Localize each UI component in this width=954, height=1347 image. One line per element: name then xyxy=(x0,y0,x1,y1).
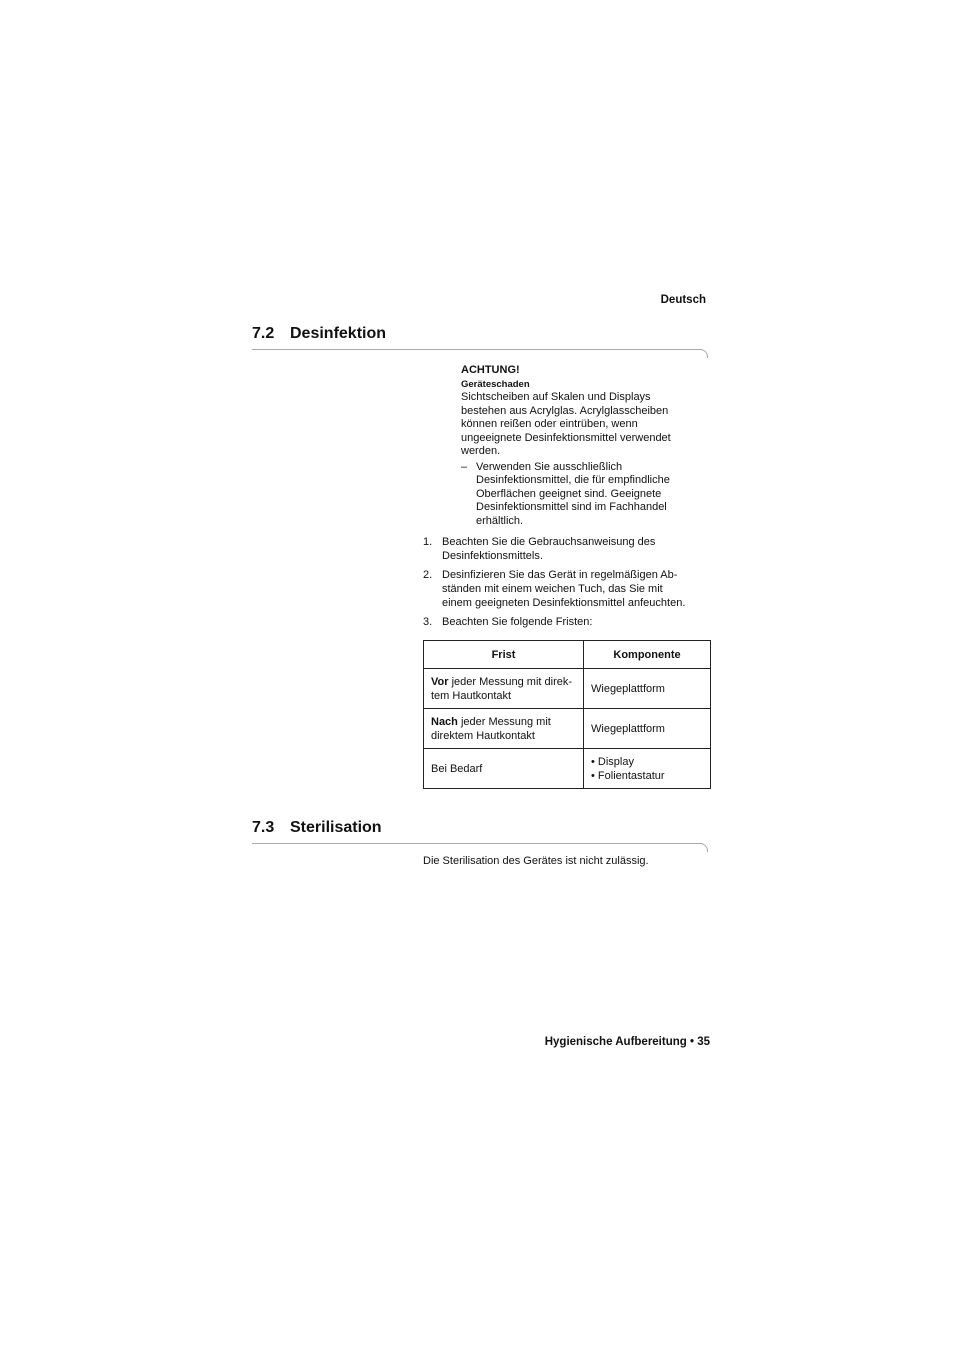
step-line: Beachten Sie folgende Fristen: xyxy=(442,616,593,628)
instruction-line: erhältlich. xyxy=(476,514,524,527)
instruction-line: Oberflächen geeignet sind. Geeignete xyxy=(476,487,662,500)
sterilisation-text: Die Sterilisation des Gerätes ist nicht zulässig. xyxy=(423,855,649,867)
section-number: 7.3 xyxy=(252,819,275,836)
komponente-list-item: • Folientastatur xyxy=(591,769,665,782)
step-line: Desinfektionsmittels. xyxy=(442,550,543,562)
section-7-2-heading xyxy=(252,325,386,343)
table-header-row xyxy=(424,641,711,669)
step-line: einem geeigneten Desinfektionsmittel anfeuchten. xyxy=(442,597,686,609)
warning-line: ungeeignete Desinfektionsmittel verwendet xyxy=(461,431,671,444)
frist-text: jeder Messung mit direk- xyxy=(448,675,573,688)
frist-text: direktem Hautkontakt xyxy=(431,729,535,742)
warning-subtitle: Geräteschaden xyxy=(461,378,530,390)
frist-bold: Nach xyxy=(431,715,458,728)
schedule-table xyxy=(423,640,711,789)
section-rule-curve xyxy=(699,843,708,852)
section-7-3-heading xyxy=(252,819,382,837)
warning-line: bestehen aus Acrylglas. Acrylglasscheiben xyxy=(461,404,669,417)
table-header-frist: Frist xyxy=(424,641,584,669)
komponente-list xyxy=(591,755,704,783)
table-row xyxy=(424,669,711,709)
step-number: 3. xyxy=(423,616,433,628)
step-item xyxy=(423,535,708,563)
warning-text xyxy=(461,391,701,459)
komponente-list-item: • Display xyxy=(591,755,634,768)
instruction-line: Desinfektionsmittel sind im Fachhandel xyxy=(476,501,667,513)
frist-text: jeder Messung mit xyxy=(457,715,551,728)
step-item xyxy=(423,615,708,629)
warning-instruction xyxy=(461,461,701,529)
step-number: 1. xyxy=(423,536,433,548)
section-title: Sterilisation xyxy=(290,819,382,836)
komponente-cell: Wiegeplattform xyxy=(584,669,711,709)
table-header-komponente: Komponente xyxy=(584,641,711,669)
instruction-line: Desinfektionsmittel, die für empfindliche xyxy=(476,474,670,486)
step-number: 2. xyxy=(423,569,433,581)
section-rule-curve xyxy=(699,349,708,358)
section-rule xyxy=(252,349,702,350)
step-line: ständen mit einem weichen Tuch, das Sie mit xyxy=(442,583,663,595)
warning-label: ACHTUNG! xyxy=(461,364,520,376)
table-row xyxy=(424,749,711,789)
komponente-cell xyxy=(584,749,711,789)
frist-text: tem Hautkontakt xyxy=(431,689,512,702)
warning-line: Sichtscheiben auf Skalen und Displays xyxy=(461,391,651,403)
komponente-cell: Wiegeplattform xyxy=(584,709,711,749)
page-footer: Hygienische Aufbereitung • 35 xyxy=(544,1036,710,1048)
frist-cell: Bei Bedarf xyxy=(424,749,584,789)
step-line: Beachten Sie die Gebrauchsanweisung des xyxy=(442,536,656,548)
warning-line: werden. xyxy=(461,445,501,457)
section-number: 7.2 xyxy=(252,325,275,342)
step-item xyxy=(423,568,708,610)
section-rule xyxy=(252,843,702,844)
section-title: Desinfektion xyxy=(290,325,387,342)
frist-cell xyxy=(424,669,584,709)
step-line: Desinfizieren Sie das Gerät in regelmäßigen Ab- xyxy=(442,569,678,581)
warning-line: können reißen oder eintrüben, wenn xyxy=(461,418,638,430)
frist-bold: Vor xyxy=(431,675,449,688)
table-row xyxy=(424,709,711,749)
step-list xyxy=(423,535,708,634)
dash-mark: – xyxy=(461,460,468,473)
instruction-line: Verwenden Sie ausschließlich xyxy=(476,460,623,473)
language-label: Deutsch xyxy=(660,294,706,306)
frist-cell xyxy=(424,709,584,749)
warning-box xyxy=(461,364,701,528)
